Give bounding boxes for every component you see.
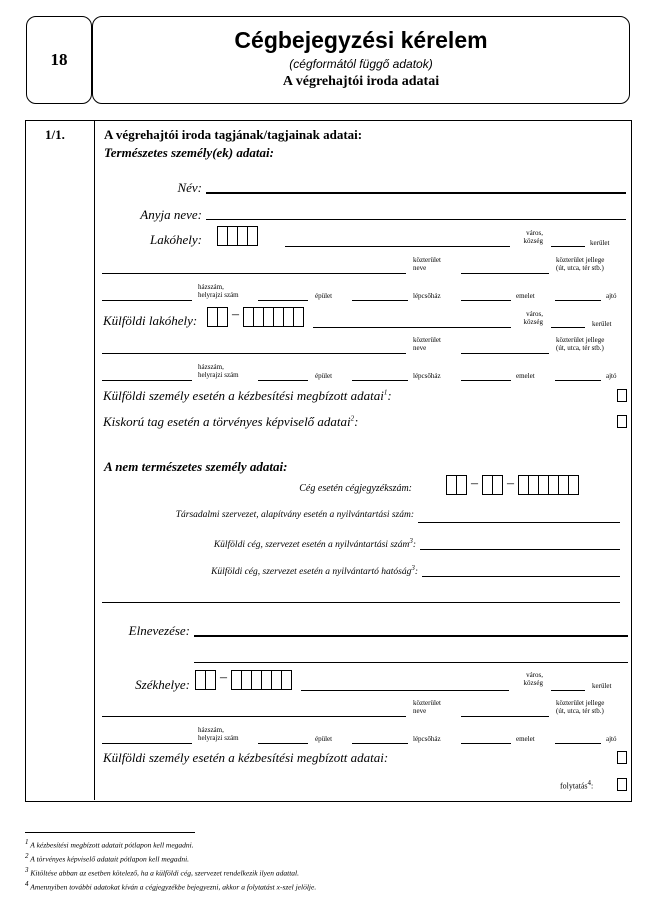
tarsadalmi-field[interactable] [418, 522, 620, 523]
szekhely-country-code[interactable] [195, 670, 215, 690]
kezbesitesi-label: Külföldi személy esetén a kézbesítési megbízott adatai$^1$: [103, 388, 392, 403]
footnote-rule [25, 832, 195, 833]
cegjegyzekszam-dash-1: – [471, 476, 478, 491]
lakohely-varos-field[interactable] [285, 246, 510, 247]
lakohely-epulet-field[interactable] [258, 300, 308, 301]
kulfoldi-jelleg-field[interactable] [461, 353, 549, 354]
lakohely-emelet-field[interactable] [461, 300, 511, 301]
kezbesitesi2-label: Külföldi személy esetén a kézbesítési megbízott adatai: [103, 750, 389, 765]
lakohely-kerulet-label: kerület [590, 239, 610, 247]
kulfoldi-kozterulet-label: közterület neve [413, 336, 441, 352]
elnevezese-field-2[interactable] [194, 662, 628, 663]
kulfoldi-emelet-label: emelet [516, 372, 535, 380]
kezbesitesi2-checkbox[interactable] [617, 751, 627, 764]
szekhely-epulet-field[interactable] [258, 743, 308, 744]
lakohely-lepcsohaz-label: lépcsőház [413, 292, 441, 300]
kulfoldi-ceg-szam-field[interactable] [420, 549, 620, 550]
folytatas-label: folytatás$^4$: [560, 779, 594, 791]
section-divider [94, 120, 95, 800]
kulfoldi-hazszam-field[interactable] [102, 380, 192, 381]
form-subtitle: (cégformától függő adatok) [289, 57, 433, 71]
szekhely-kozterulet-field[interactable] [102, 716, 406, 717]
kulfoldi-postcode[interactable] [243, 307, 303, 327]
kulfoldi-ceg-szam-label: Külföldi cég, szervezet esetén a nyilvántartási szám$^3$: [213, 537, 416, 551]
kulfoldi-kerulet-field[interactable] [551, 327, 585, 328]
lakohely-postcode[interactable] [217, 226, 257, 246]
kulfoldi-ceg-hatosag-field[interactable] [422, 576, 620, 577]
form-section-title: A végrehajtói iroda adatai [282, 74, 440, 89]
footnote-2: $^2$ A törvényes képviselő adatait pótlapon kell megadni. [25, 852, 190, 864]
kulfoldi-ceg-hatosag-label: Külföldi cég, szervezet esetén a nyilvántartó hatóság$^3$: [211, 564, 418, 578]
cegjegyzekszam-label: Cég esetén cégjegyzékszám: [299, 483, 412, 494]
kulfoldi-kozterulet-field[interactable] [102, 353, 406, 354]
szekhely-postcode[interactable] [231, 670, 291, 690]
lakohely-hazszam-label: házszám, helyrajzi szám [198, 283, 239, 299]
lakohely-jelleg-field[interactable] [461, 273, 549, 274]
cegjegyzekszam-dash-2: – [507, 476, 514, 491]
kulfoldi-hazszam-label: házszám, helyrajzi szám [198, 363, 239, 379]
kiskoru-checkbox[interactable] [617, 415, 627, 428]
lakohely-kerulet-field[interactable] [551, 246, 585, 247]
kulfoldi-ceg-hatosag-field-2[interactable] [102, 602, 620, 603]
kulfoldi-ajto-field[interactable] [555, 380, 601, 381]
folytatas-checkbox[interactable] [617, 778, 627, 791]
kulfoldi-dash: – [232, 307, 239, 322]
szekhely-ajto-field[interactable] [555, 743, 601, 744]
lakohely-lepcsohaz-field[interactable] [352, 300, 408, 301]
natural-person-heading: Természetes személy(ek) adatai: [104, 145, 274, 160]
footnote-4: $^4$ Amennyiben további adatokat kíván a cégjegyzékbe bejegyezni, akkor a folytatást x-szel jelölje. [25, 880, 317, 892]
szekhely-kozterulet-label: közterület neve [413, 699, 441, 715]
szekhely-dash: – [220, 670, 227, 685]
section-number: 1/1. [45, 127, 65, 142]
elnevezese-label: Elnevezése: [128, 623, 190, 638]
anyja-neve-label: Anyja neve: [140, 207, 202, 222]
nev-label: Név: [177, 180, 202, 195]
kulfoldi-country-code[interactable] [207, 307, 227, 327]
kulfoldi-varos-field[interactable] [313, 327, 511, 328]
lakohely-label: Lakóhely: [150, 232, 202, 247]
lakohely-epulet-label: épület [315, 292, 333, 300]
szekhely-emelet-field[interactable] [461, 743, 511, 744]
szekhely-epulet-label: épület [315, 735, 333, 743]
form-title: Cégbejegyzési kérelem [234, 27, 488, 53]
szekhely-ajto-label: ajtó [606, 735, 617, 743]
szekhely-jelleg-field[interactable] [461, 716, 549, 717]
lakohely-jelleg-label: közterület jellege (út, utca, tér stb.) [556, 256, 605, 272]
szekhely-varos-label: város, község [523, 671, 543, 687]
cegjegyzekszam-cells-3[interactable] [518, 475, 578, 495]
kulfoldi-varos-label: város, község [523, 310, 543, 326]
lakohely-hazszam-field[interactable] [102, 300, 192, 301]
elnevezese-field[interactable] [194, 635, 628, 637]
tarsadalmi-label: Társadalmi szervezet, alapítvány esetén a nyilvántartási szám: [175, 510, 414, 520]
lakohely-emelet-label: emelet [516, 292, 535, 300]
footnote-3: $^3$ Kitöltése abban az esetben kötelező, ha a külföldi cég, szervezet rendelkezik ilyen adattal. [25, 866, 299, 878]
cegjegyzekszam-cells-2[interactable] [482, 475, 502, 495]
form-header [92, 16, 630, 104]
kulfoldi-lakohely-label: Külföldi lakóhely: [103, 313, 198, 328]
szekhely-kerulet-field[interactable] [551, 690, 585, 691]
lakohely-kozterulet-field[interactable] [102, 273, 406, 274]
szekhely-kerulet-label: kerület [592, 682, 612, 690]
lakohely-ajto-field[interactable] [555, 300, 601, 301]
szekhelye-label: Székhelye: [135, 677, 190, 692]
kulfoldi-emelet-field[interactable] [461, 380, 511, 381]
non-natural-heading: A nem természetes személy adatai: [104, 459, 288, 474]
nev-field[interactable] [206, 192, 626, 194]
kezbesitesi-checkbox[interactable] [617, 389, 627, 402]
szekhely-lepcsohaz-label: lépcsőház [413, 735, 441, 743]
kulfoldi-epulet-field[interactable] [258, 380, 308, 381]
szekhely-hazszam-label: házszám, helyrajzi szám [198, 726, 239, 742]
kulfoldi-epulet-label: épület [315, 372, 333, 380]
lakohely-ajto-label: ajtó [606, 292, 617, 300]
lakohely-kozterulet-label: közterület neve [413, 256, 441, 272]
anyja-neve-field[interactable] [206, 219, 626, 220]
szekhely-lepcsohaz-field[interactable] [352, 743, 408, 744]
footnote-1: $^1$ A kézbesítési megbízott adatait pótlapon kell megadni. [25, 838, 194, 850]
section-heading: A végrehajtói iroda tagjának/tagjainak adatai: [104, 127, 363, 142]
kulfoldi-jelleg-label: közterület jellege (út, utca, tér stb.) [556, 336, 605, 352]
szekhely-varos-field[interactable] [301, 690, 509, 691]
szekhely-emelet-label: emelet [516, 735, 535, 743]
kulfoldi-lepcsohaz-label: lépcsőház [413, 372, 441, 380]
form-number: 18 [50, 50, 68, 69]
szekhely-hazszam-field[interactable] [102, 743, 192, 744]
kulfoldi-kerulet-label: kerület [592, 320, 612, 328]
kiskoru-label: Kiskorú tag esetén a törvényes képviselő adatai$^2$: [103, 414, 359, 429]
form-number-box [26, 16, 92, 104]
szekhely-jelleg-label: közterület jellege (út, utca, tér stb.) [556, 699, 605, 715]
cegjegyzekszam-cells-1[interactable] [446, 475, 466, 495]
kulfoldi-ajto-label: ajtó [606, 372, 617, 380]
lakohely-varos-label: város, község [523, 229, 543, 245]
kulfoldi-lepcsohaz-field[interactable] [352, 380, 408, 381]
